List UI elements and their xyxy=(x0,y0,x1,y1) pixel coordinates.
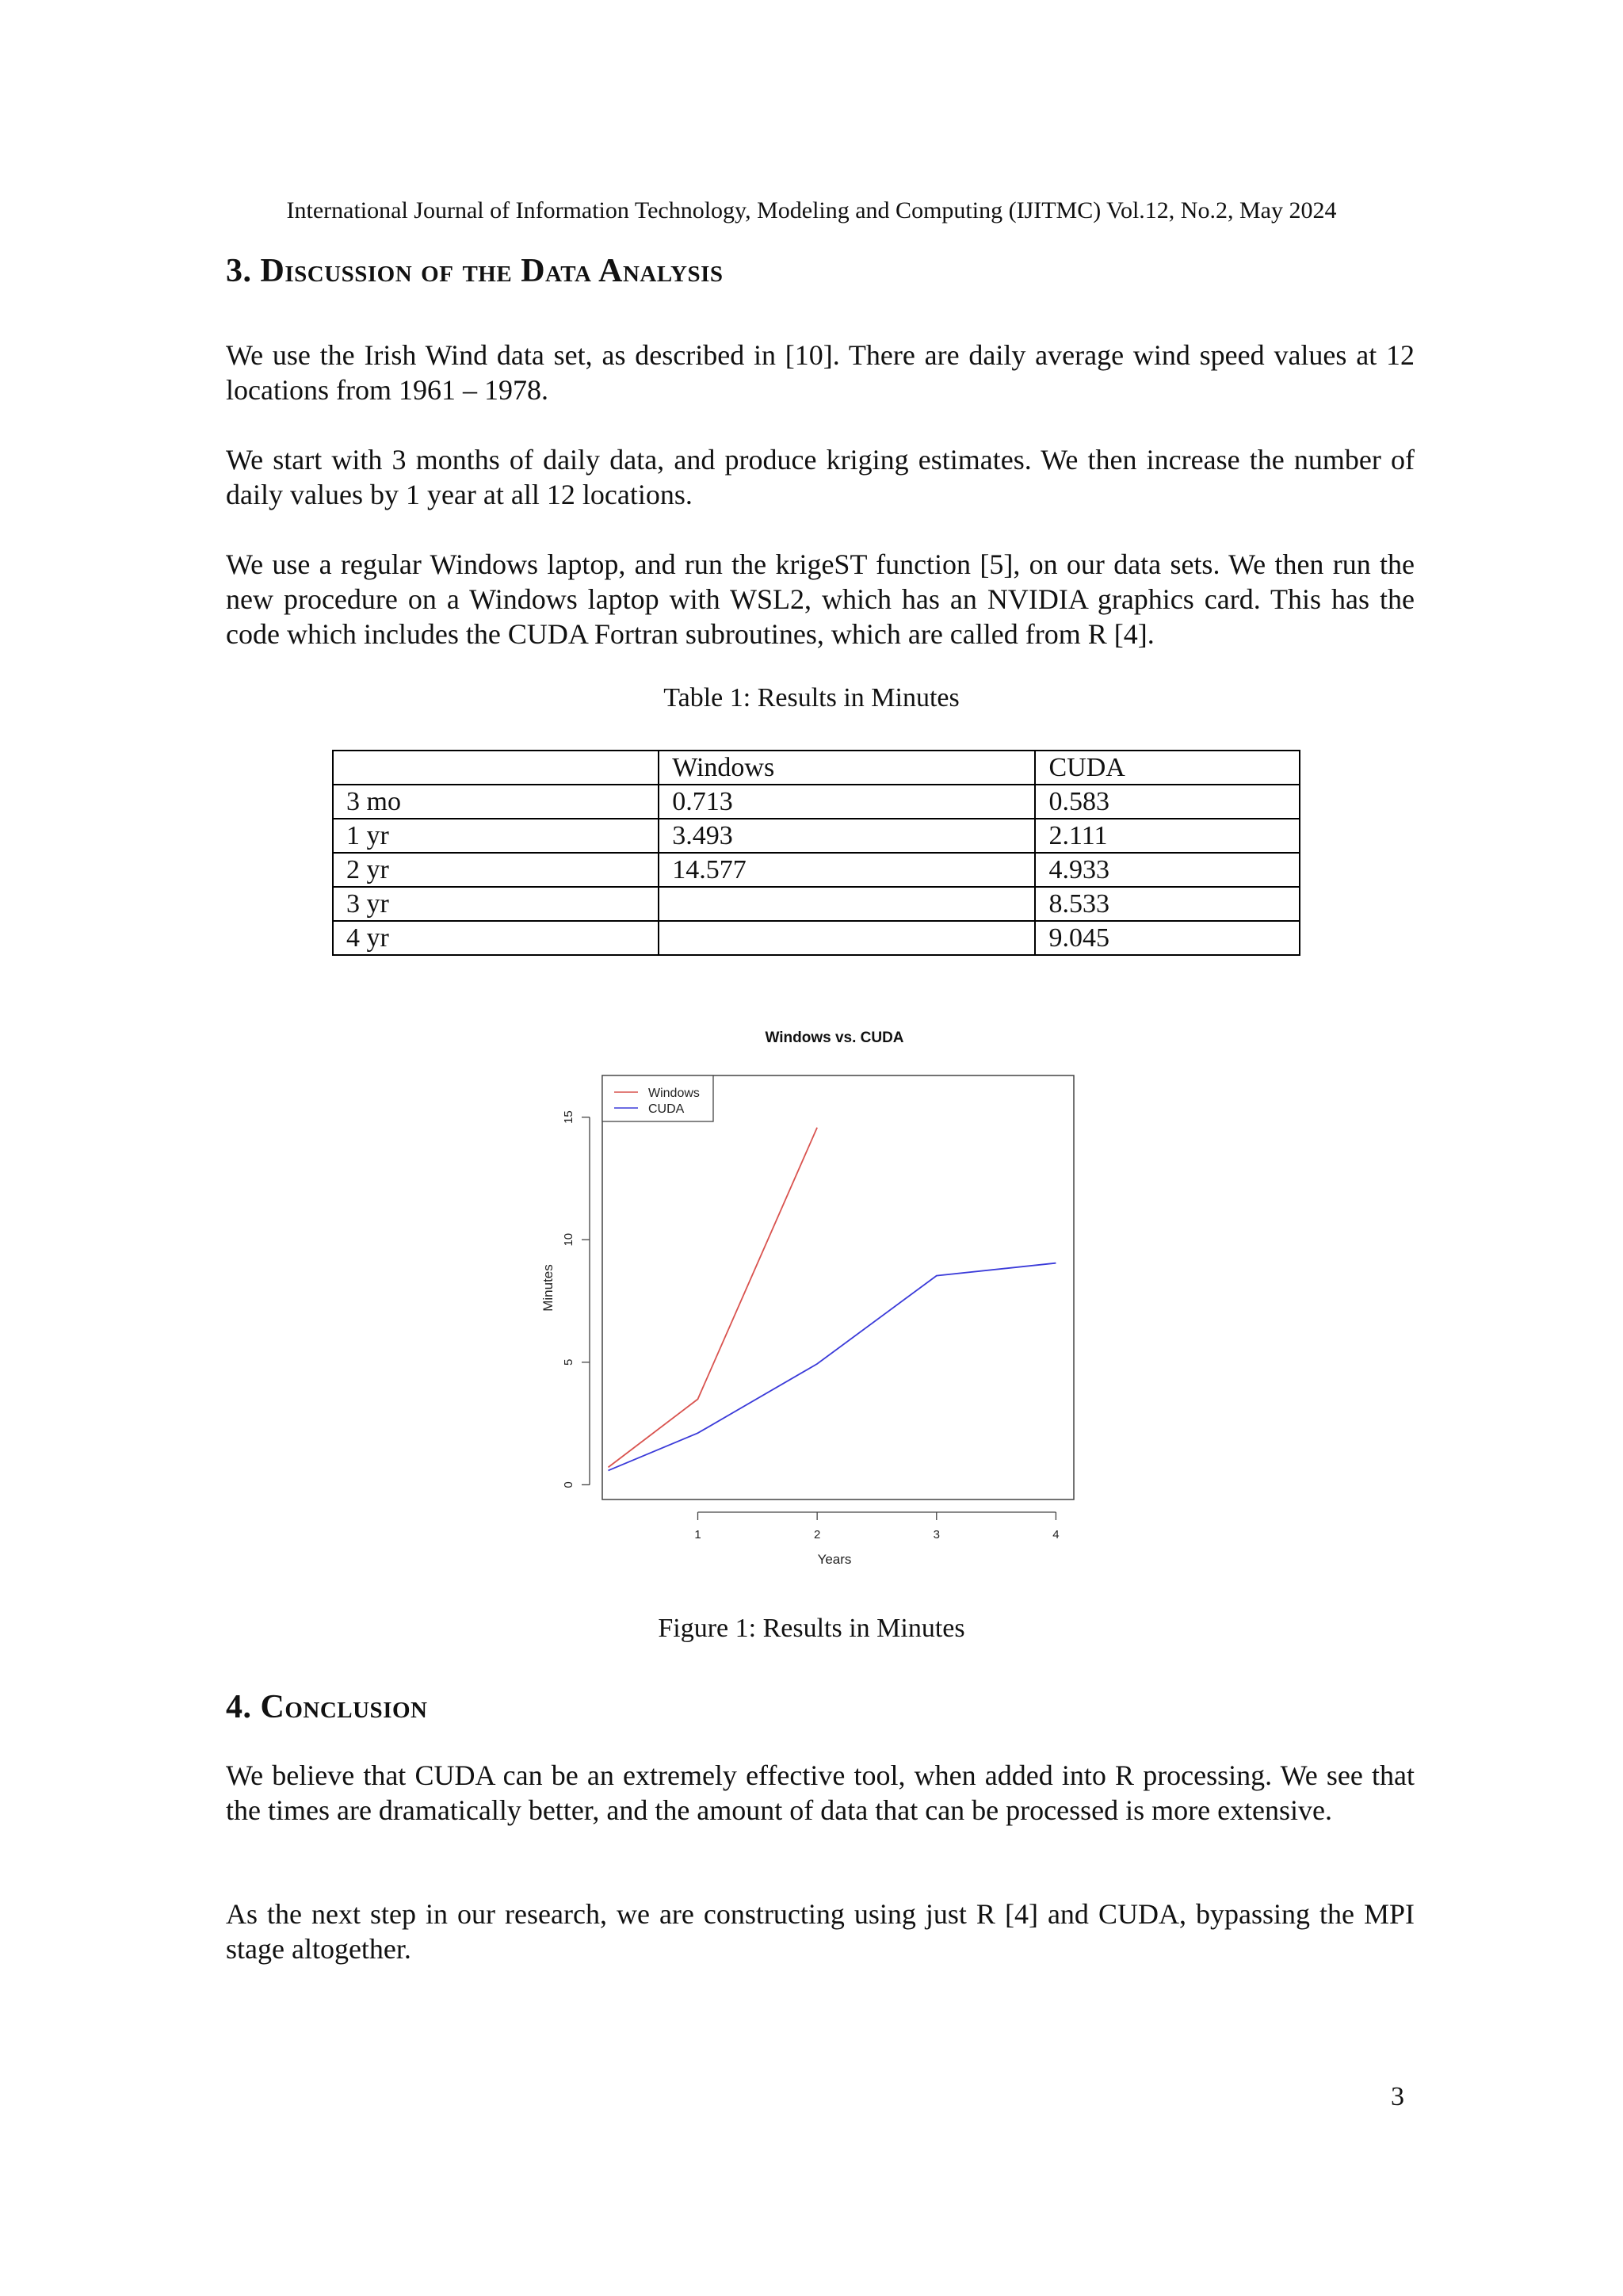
table-cell-period: 3 mo xyxy=(333,785,659,819)
section-4-title: 4. Conclusion xyxy=(226,1689,428,1725)
x-tick-label: 2 xyxy=(813,1528,821,1541)
section-3-paragraph-2: We start with 3 months of daily data, and produce kriging estimates. We then increase the number of daily values by 1 year at all 12 locations. xyxy=(226,444,1415,510)
journal-header: International Journal of Information Technology, Modeling and Computing (IJITMC) Vol.12, No.2, May 2024 xyxy=(286,197,1337,223)
table-cell-windows: 0.713 xyxy=(659,785,1035,819)
results-table xyxy=(332,750,1300,956)
table-cell-windows: 3.493 xyxy=(659,819,1035,853)
y-axis xyxy=(562,1110,590,1488)
x-axis-label: Years xyxy=(817,1552,852,1567)
page-number: 3 xyxy=(1391,2082,1404,2111)
x-tick-label: 3 xyxy=(933,1528,940,1541)
table-header-cell-cuda: CUDA xyxy=(1035,751,1300,785)
table-cell-period: 3 yr xyxy=(333,887,659,921)
series-line-windows xyxy=(609,1128,818,1468)
table-cell-period: 1 yr xyxy=(333,819,659,853)
series-layer xyxy=(609,1128,1056,1471)
table-cell-period: 2 yr xyxy=(333,853,659,887)
table-cell-period: 4 yr xyxy=(333,921,659,955)
figure-1-chart xyxy=(523,1014,1109,1577)
plot-area-frame xyxy=(602,1075,1074,1499)
table-row xyxy=(333,887,1300,921)
table-cell-cuda: 2.111 xyxy=(1035,819,1300,853)
x-tick-label: 4 xyxy=(1052,1528,1060,1541)
table-cell-cuda: 0.583 xyxy=(1035,785,1300,819)
table-row xyxy=(333,819,1300,853)
table-header-cell-windows: Windows xyxy=(659,751,1035,785)
legend-label-cuda: CUDA xyxy=(648,1102,685,1116)
section-3-paragraph-3: We use a regular Windows laptop, and run the krigeST function [5], on our data sets. We then run the new procedure on a Windows laptop with WSL2, which has an NVIDIA graphics card. This has the code which includes the CUDA Fortran subroutines, which are called from R [4]. xyxy=(226,548,1415,650)
line-chart-svg xyxy=(523,1014,1109,1577)
y-tick-label: 15 xyxy=(562,1110,575,1124)
table-cell-cuda: 8.533 xyxy=(1035,887,1300,921)
section-4-paragraph-1: We believe that CUDA can be an extremely effective tool, when added into R processing. We see that the times are dramatically better, and the amount of data that can be processed is more extensive. xyxy=(226,1759,1415,1826)
section-3-title: 3. Discussion of the Data Analysis xyxy=(226,253,724,289)
table-header-row xyxy=(333,751,1300,785)
section-4-paragraph-2: As the next step in our research, we are constructing using just R [4] and CUDA, bypassing the MPI stage altogether. xyxy=(226,1898,1415,1965)
table-caption: Table 1: Results in Minutes xyxy=(663,683,960,712)
section-3-paragraph-1: We use the Irish Wind data set, as described in [10]. There are daily average wind speed values at 12 locations from 1961 – 1978. xyxy=(226,339,1415,406)
chart-legend xyxy=(602,1075,713,1121)
legend-label-windows: Windows xyxy=(648,1087,700,1100)
y-tick-label: 5 xyxy=(562,1358,575,1366)
series-line-cuda xyxy=(609,1263,1056,1471)
y-tick-label: 10 xyxy=(562,1232,575,1247)
table-cell-cuda: 9.045 xyxy=(1035,921,1300,955)
table-cell-windows xyxy=(659,887,1035,921)
figure-caption: Figure 1: Results in Minutes xyxy=(658,1614,965,1643)
chart-title: Windows vs. CUDA xyxy=(765,1030,904,1046)
x-tick-label: 1 xyxy=(694,1528,701,1541)
y-axis-label: Minutes xyxy=(540,1264,556,1312)
table-row xyxy=(333,921,1300,955)
table-row xyxy=(333,785,1300,819)
table-header-cell-blank xyxy=(333,751,659,785)
table-cell-cuda: 4.933 xyxy=(1035,853,1300,887)
table-row xyxy=(333,853,1300,887)
table-cell-windows xyxy=(659,921,1035,955)
table-cell-windows: 14.577 xyxy=(659,853,1035,887)
x-axis xyxy=(694,1512,1059,1541)
y-tick-label: 0 xyxy=(562,1481,575,1488)
